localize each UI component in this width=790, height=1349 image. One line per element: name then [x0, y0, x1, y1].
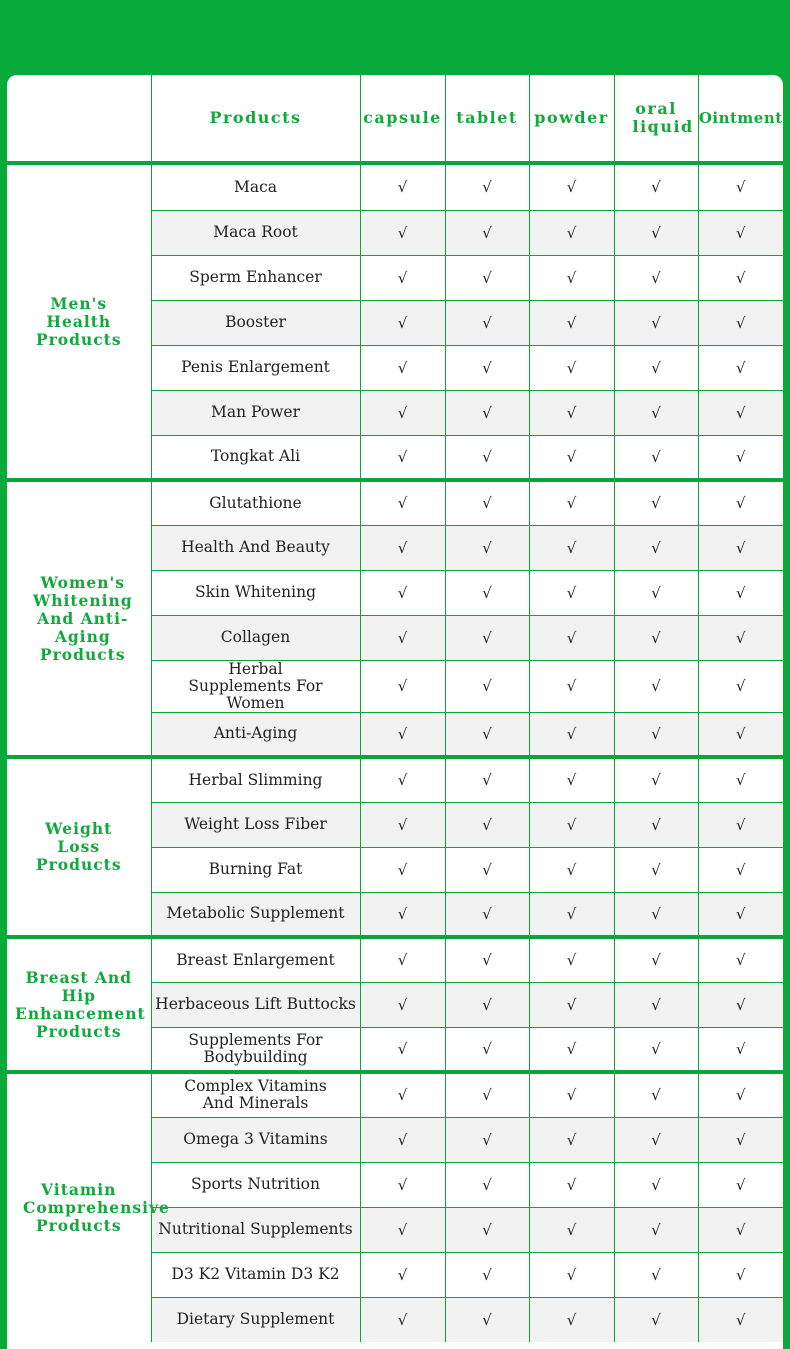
check-mark: √	[529, 210, 614, 255]
table-row	[7, 1072, 783, 1117]
product-name: Omega 3 Vitamins	[151, 1117, 360, 1162]
check-mark: √	[698, 525, 783, 570]
check-mark: √	[445, 435, 529, 480]
check-mark: √	[698, 1027, 783, 1072]
check-mark: √	[445, 1252, 529, 1297]
product-name: Anti-Aging	[151, 712, 360, 757]
check-mark: √	[698, 712, 783, 757]
check-mark: √	[360, 937, 445, 982]
check-mark: √	[360, 757, 445, 802]
check-mark: √	[614, 390, 698, 435]
product-name: D3 K2 Vitamin D3 K2	[151, 1252, 360, 1297]
product-name: Man Power	[151, 390, 360, 435]
check-mark: √	[614, 1252, 698, 1297]
header-ointment: Ointment	[698, 75, 783, 163]
check-mark: √	[614, 345, 698, 390]
check-mark: √	[614, 892, 698, 937]
check-mark: √	[360, 300, 445, 345]
product-name: Nutritional Supplements	[151, 1207, 360, 1252]
product-name: Skin Whitening	[151, 570, 360, 615]
check-mark: √	[445, 1297, 529, 1342]
check-mark: √	[698, 1072, 783, 1117]
check-mark: √	[529, 892, 614, 937]
product-name: Penis Enlargement	[151, 345, 360, 390]
product-name: Maca Root	[151, 210, 360, 255]
table-row	[7, 757, 783, 802]
check-mark: √	[360, 615, 445, 660]
header-category-cell	[7, 75, 151, 163]
check-mark: √	[698, 480, 783, 525]
check-mark: √	[529, 802, 614, 847]
check-mark: √	[698, 660, 783, 712]
check-mark: √	[698, 570, 783, 615]
check-mark: √	[614, 570, 698, 615]
check-mark: √	[529, 712, 614, 757]
check-mark: √	[360, 1297, 445, 1342]
check-mark: √	[614, 982, 698, 1027]
product-group	[7, 1072, 783, 1342]
check-mark: √	[445, 937, 529, 982]
check-mark: √	[445, 1207, 529, 1252]
check-mark: √	[445, 615, 529, 660]
check-mark: √	[614, 1162, 698, 1207]
check-mark: √	[698, 802, 783, 847]
check-mark: √	[614, 802, 698, 847]
check-mark: √	[360, 255, 445, 300]
check-mark: √	[614, 480, 698, 525]
category-label: Women's Whitening And Anti-Aging Products	[7, 480, 151, 757]
check-mark: √	[614, 210, 698, 255]
check-mark: √	[614, 1072, 698, 1117]
check-mark: √	[445, 210, 529, 255]
check-mark: √	[529, 1207, 614, 1252]
header-tablet: tablet	[445, 75, 529, 163]
check-mark: √	[360, 1117, 445, 1162]
product-body-table	[7, 165, 783, 1342]
check-mark: √	[698, 757, 783, 802]
check-mark: √	[360, 982, 445, 1027]
product-form-table	[7, 75, 783, 165]
check-mark: √	[614, 937, 698, 982]
product-name: Health And Beauty	[151, 525, 360, 570]
check-mark: √	[445, 525, 529, 570]
check-mark: √	[698, 390, 783, 435]
product-name: Weight Loss Fiber	[151, 802, 360, 847]
product-name: Complex Vitamins And Minerals	[151, 1072, 360, 1117]
product-name: Tongkat Ali	[151, 435, 360, 480]
check-mark: √	[445, 165, 529, 210]
table-header	[7, 75, 783, 163]
product-group	[7, 165, 783, 480]
check-mark: √	[445, 660, 529, 712]
check-mark: √	[529, 165, 614, 210]
product-name: Collagen	[151, 615, 360, 660]
check-mark: √	[614, 757, 698, 802]
check-mark: √	[698, 1117, 783, 1162]
check-mark: √	[529, 345, 614, 390]
category-label: Men's Health Products	[7, 165, 151, 480]
check-mark: √	[698, 1252, 783, 1297]
check-mark: √	[614, 1027, 698, 1072]
check-mark: √	[360, 1027, 445, 1072]
check-mark: √	[360, 525, 445, 570]
check-mark: √	[445, 390, 529, 435]
check-mark: √	[445, 345, 529, 390]
table-row	[7, 480, 783, 525]
product-name: Herbal Slimming	[151, 757, 360, 802]
check-mark: √	[360, 570, 445, 615]
check-mark: √	[360, 480, 445, 525]
product-name: Glutathione	[151, 480, 360, 525]
check-mark: √	[445, 570, 529, 615]
product-name: Sports Nutrition	[151, 1162, 360, 1207]
product-name: Herbal Supplements For Women	[151, 660, 360, 712]
check-mark: √	[360, 390, 445, 435]
check-mark: √	[614, 1207, 698, 1252]
category-label: Vitamin Comprehensive Products	[7, 1072, 151, 1342]
header-oral-liquid: oral liquid	[614, 75, 698, 163]
check-mark: √	[360, 1162, 445, 1207]
product-name: Burning Fat	[151, 847, 360, 892]
check-mark: √	[529, 1297, 614, 1342]
check-mark: √	[529, 660, 614, 712]
check-mark: √	[698, 165, 783, 210]
check-mark: √	[698, 937, 783, 982]
check-mark: √	[360, 1207, 445, 1252]
check-mark: √	[614, 1117, 698, 1162]
check-mark: √	[614, 165, 698, 210]
product-name: Herbaceous Lift Buttocks	[151, 982, 360, 1027]
check-mark: √	[614, 525, 698, 570]
product-name: Dietary Supplement	[151, 1297, 360, 1342]
check-mark: √	[698, 1162, 783, 1207]
check-mark: √	[614, 660, 698, 712]
category-label: Weight Loss Products	[7, 757, 151, 937]
check-mark: √	[529, 1072, 614, 1117]
check-mark: √	[529, 937, 614, 982]
check-mark: √	[360, 435, 445, 480]
check-mark: √	[614, 712, 698, 757]
check-mark: √	[698, 847, 783, 892]
product-group	[7, 480, 783, 757]
check-mark: √	[698, 300, 783, 345]
product-name: Maca	[151, 165, 360, 210]
check-mark: √	[445, 982, 529, 1027]
check-mark: √	[360, 660, 445, 712]
check-mark: √	[698, 1297, 783, 1342]
check-mark: √	[529, 1162, 614, 1207]
check-mark: √	[698, 210, 783, 255]
check-mark: √	[445, 802, 529, 847]
check-mark: √	[529, 1252, 614, 1297]
check-mark: √	[445, 1027, 529, 1072]
check-mark: √	[529, 847, 614, 892]
check-mark: √	[698, 435, 783, 480]
header-powder: powder	[529, 75, 614, 163]
check-mark: √	[698, 1207, 783, 1252]
check-mark: √	[360, 165, 445, 210]
check-mark: √	[698, 892, 783, 937]
check-mark: √	[360, 712, 445, 757]
table-row	[7, 165, 783, 210]
check-mark: √	[360, 1072, 445, 1117]
check-mark: √	[445, 847, 529, 892]
check-mark: √	[529, 255, 614, 300]
check-mark: √	[529, 525, 614, 570]
check-mark: √	[529, 570, 614, 615]
check-mark: √	[614, 435, 698, 480]
product-name: Breast Enlargement	[151, 937, 360, 982]
product-name: Supplements For Bodybuilding	[151, 1027, 360, 1072]
check-mark: √	[445, 300, 529, 345]
check-mark: √	[445, 712, 529, 757]
check-mark: √	[529, 982, 614, 1027]
check-mark: √	[360, 892, 445, 937]
check-mark: √	[445, 1162, 529, 1207]
check-mark: √	[529, 300, 614, 345]
check-mark: √	[614, 847, 698, 892]
check-mark: √	[614, 1297, 698, 1342]
check-mark: √	[698, 345, 783, 390]
check-mark: √	[614, 615, 698, 660]
product-name: Metabolic Supplement	[151, 892, 360, 937]
check-mark: √	[360, 1252, 445, 1297]
check-mark: √	[360, 345, 445, 390]
product-group	[7, 937, 783, 1072]
check-mark: √	[698, 255, 783, 300]
check-mark: √	[360, 802, 445, 847]
check-mark: √	[529, 757, 614, 802]
header-products: Products	[151, 75, 360, 163]
check-mark: √	[445, 1117, 529, 1162]
check-mark: √	[445, 1072, 529, 1117]
check-mark: √	[529, 435, 614, 480]
check-mark: √	[529, 1117, 614, 1162]
product-group	[7, 757, 783, 937]
check-mark: √	[529, 615, 614, 660]
check-mark: √	[698, 982, 783, 1027]
header-capsule: capsule	[360, 75, 445, 163]
check-mark: √	[360, 210, 445, 255]
check-mark: √	[445, 480, 529, 525]
check-mark: √	[529, 1027, 614, 1072]
check-mark: √	[529, 480, 614, 525]
check-mark: √	[614, 300, 698, 345]
check-mark: √	[614, 255, 698, 300]
check-mark: √	[529, 390, 614, 435]
category-label: Breast And Hip Enhancement Products	[7, 937, 151, 1072]
table-row	[7, 937, 783, 982]
check-mark: √	[445, 255, 529, 300]
product-name: Booster	[151, 300, 360, 345]
check-mark: √	[445, 892, 529, 937]
check-mark: √	[360, 847, 445, 892]
check-mark: √	[698, 615, 783, 660]
check-mark: √	[445, 757, 529, 802]
product-name: Sperm Enhancer	[151, 255, 360, 300]
product-table-panel	[7, 75, 783, 1349]
